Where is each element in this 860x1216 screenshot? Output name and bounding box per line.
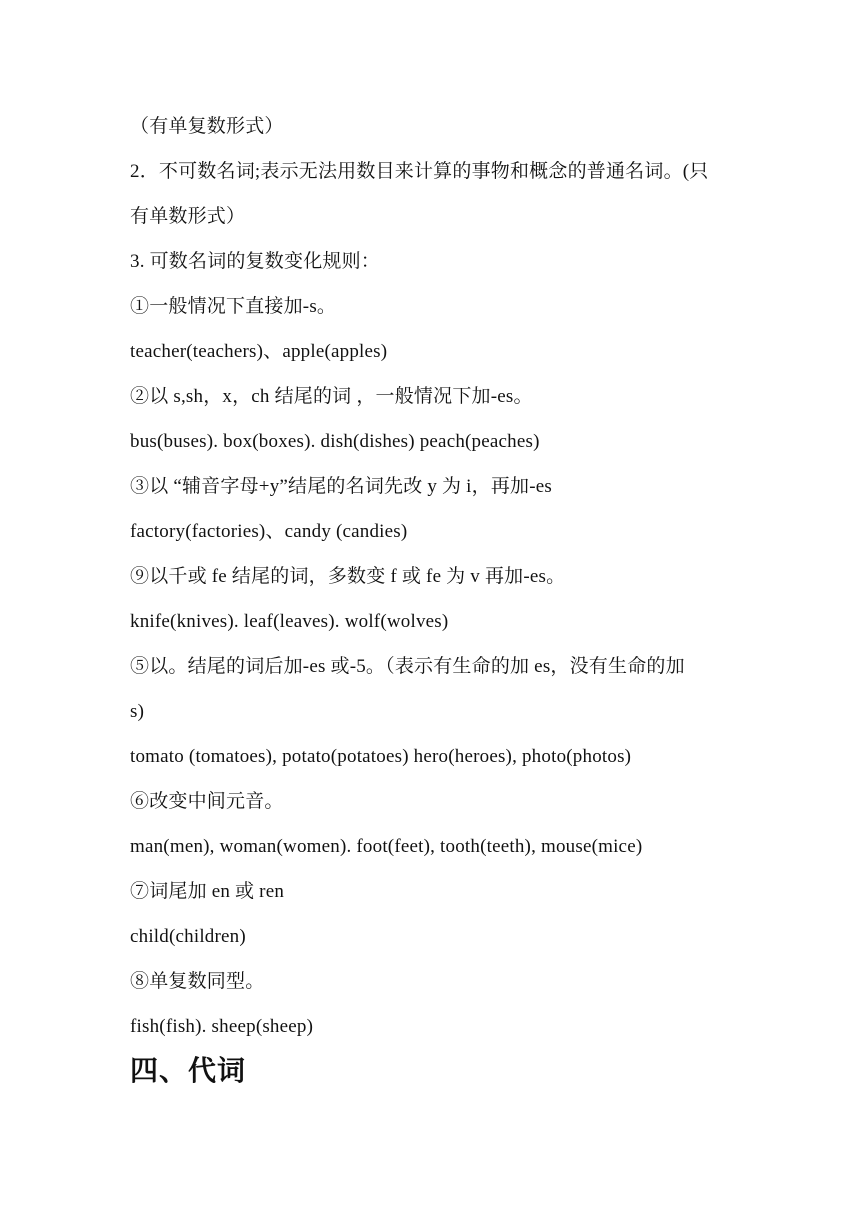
text-line: ③以 “辅音字母+y”结尾的名词先改 y 为 i，再加-es [130,476,553,497]
text-line: ⑨以千或 fe 结尾的词，多数变 f 或 fe 为 v 再加-es。 [130,566,566,587]
text-line: tomato (tomatoes), potato(potatoes) hero(heroes), photo(photos) [130,746,632,767]
text-line: factory(factories)、candy (candies) [130,521,408,542]
text-line: （有单复数形式） [130,116,284,137]
section-heading: 四、代词 [130,1056,247,1087]
text-line: knife(knives). leaf(leaves). wolf(wolves) [130,611,449,632]
text-line: teacher(teachers)、apple(apples) [130,341,388,362]
text-line: ⑦词尾加 en 或 ren [130,881,285,902]
text-line: child(children) [130,926,246,947]
text-line: ⑤以。结尾的词后加-es 或-5。（表示有生命的加 es，没有生命的加 [130,656,685,677]
text-line: s) [130,701,145,722]
text-line: ①一般情况下直接加-s。 [130,296,337,317]
text-line: 3. 可数名词的复数变化规则： [130,251,381,272]
text-line: ⑥改变中间元音。 [130,791,284,812]
text-line: 2．不可数名词;表示无法用数目来计算的事物和概念的普通名词。(只 [130,161,709,182]
text-line: 有单数形式） [130,206,246,227]
text-line: man(men), woman(women). foot(feet), tooth(teeth), mouse(mice) [130,836,643,857]
text-line: ②以 s,sh，x，ch 结尾的词 ，一般情况下加-es。 [130,386,533,407]
text-line: bus(buses). box(boxes). dish(dishes) peach(peaches) [130,431,540,452]
text-line: ⑧单复数同型。 [130,971,265,992]
text-line: fish(fish). sheep(sheep) [130,1016,314,1037]
